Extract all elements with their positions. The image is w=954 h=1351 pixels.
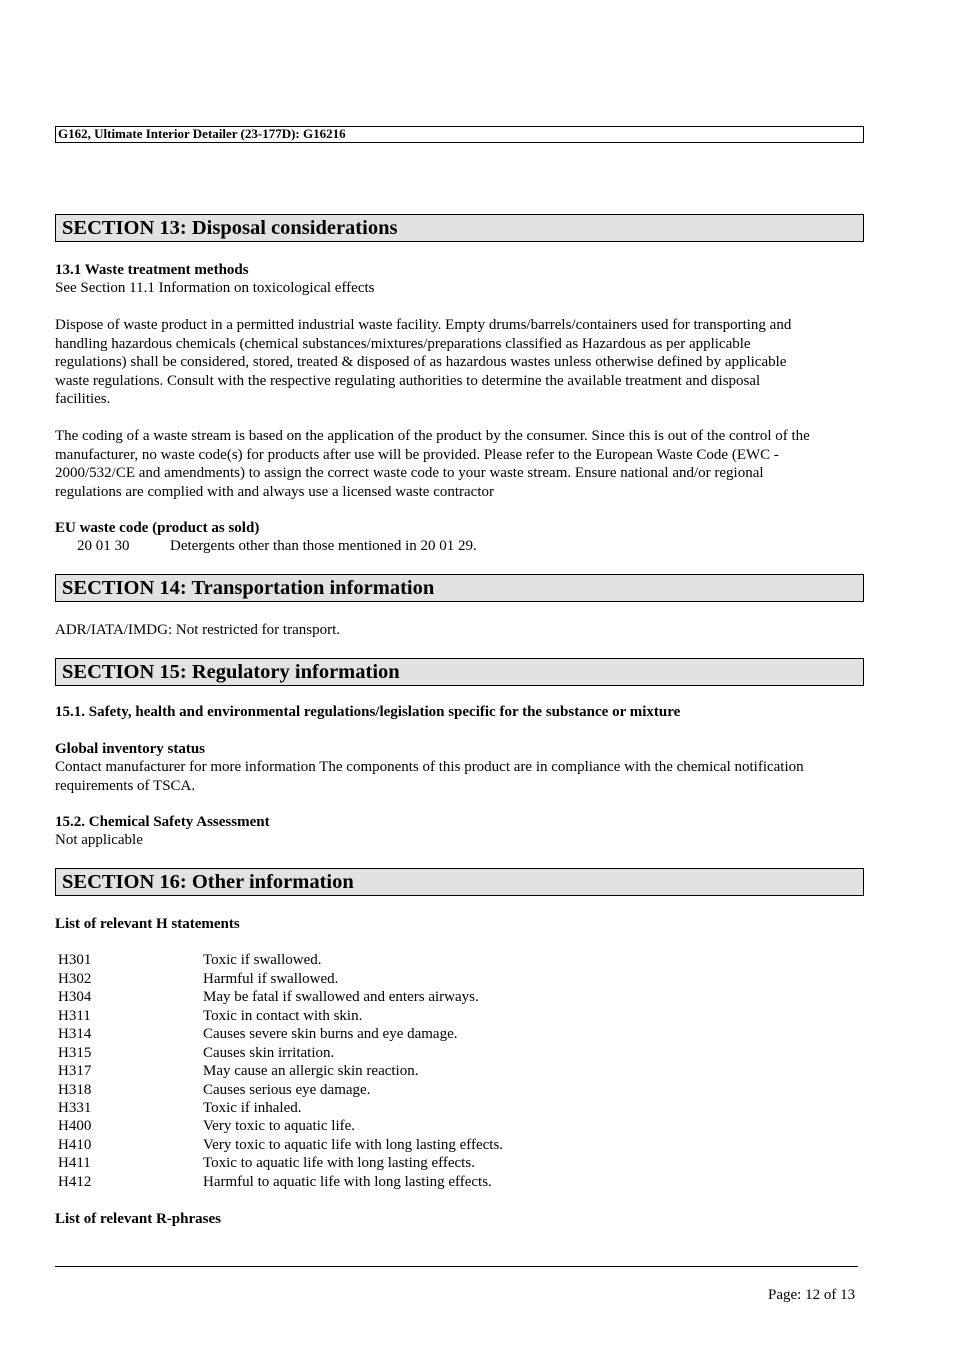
h-statement-code: H412 bbox=[58, 1174, 92, 1190]
transport-text: ADR/IATA/IMDG: Not restricted for transport. bbox=[55, 622, 340, 638]
h-statement-code: H318 bbox=[58, 1082, 92, 1098]
paragraph-line: waste regulations. Consult with the respective regulating authorities to determine the available treatment and disposal bbox=[55, 372, 761, 389]
h-statement-code: H317 bbox=[58, 1063, 92, 1079]
h-statement-text: Very toxic to aquatic life with long lasting effects. bbox=[203, 1137, 504, 1153]
paragraph-line: handling hazardous chemicals (chemical substances/mixtures/preparations classified as Hazardous as per applicable bbox=[55, 335, 751, 352]
waste-treatment-text: See Section 11.1 Information on toxicological effects bbox=[55, 280, 375, 296]
eu-waste-code: 20 01 30 bbox=[77, 538, 130, 554]
h-statement-row bbox=[58, 1136, 758, 1155]
paragraph-line: requirements of TSCA. bbox=[55, 777, 196, 794]
h-statement-code: H302 bbox=[58, 971, 92, 987]
paragraph-line: regulations are complied with and always use a licensed waste contractor bbox=[55, 483, 495, 500]
h-statement-text: Harmful to aquatic life with long lasting effects. bbox=[203, 1174, 492, 1190]
h-statement-code: H311 bbox=[58, 1008, 91, 1024]
h-statement-text: May cause an allergic skin reaction. bbox=[203, 1063, 419, 1079]
h-statements-heading: List of relevant H statements bbox=[55, 916, 240, 932]
global-inventory-text bbox=[55, 758, 867, 795]
document-header: G162, Ultimate Interior Detailer (23-177D): G16216 bbox=[55, 126, 864, 143]
h-statement-text: Toxic in contact with skin. bbox=[203, 1008, 363, 1024]
paragraph-line: regulations) shall be considered, stored, treated & disposed of as hazardous wastes unless otherwise defined by applicable bbox=[55, 354, 787, 370]
h-statement-row bbox=[58, 1081, 758, 1100]
paragraph-line: facilities. bbox=[55, 391, 111, 407]
waste-treatment-heading: 13.1 Waste treatment methods bbox=[55, 262, 249, 278]
page-number: Page: 12 of 13 bbox=[768, 1287, 856, 1303]
paragraph-line: The coding of a waste stream is based on the application of the product by the consumer. Since this is out of the control of the bbox=[55, 428, 810, 444]
h-statement-text: Causes serious eye damage. bbox=[203, 1082, 371, 1098]
h-statement-text: Causes severe skin burns and eye damage. bbox=[203, 1026, 458, 1042]
paragraph-line: manufacturer, no waste code(s) for products after use will be provided. Please refer to the European Waste Code (EWC - bbox=[55, 446, 779, 463]
section-13-heading: SECTION 13: Disposal considerations bbox=[55, 214, 864, 242]
h-statement-text: May be fatal if swallowed and enters airways. bbox=[203, 989, 479, 1005]
chemical-safety-heading: 15.2. Chemical Safety Assessment bbox=[55, 814, 270, 830]
h-statement-code: H314 bbox=[58, 1026, 92, 1042]
paragraph-line: 2000/532/CE and amendments) to assign the correct waste code to your waste stream. Ensure national and/or regional bbox=[55, 465, 764, 481]
eu-waste-code-heading: EU waste code (product as sold) bbox=[55, 520, 260, 536]
h-statement-text: Causes skin irritation. bbox=[203, 1045, 335, 1061]
section-15-heading: SECTION 15: Regulatory information bbox=[55, 658, 864, 686]
h-statement-code: H315 bbox=[58, 1045, 92, 1061]
waste-coding-paragraph bbox=[55, 427, 867, 501]
h-statement-row bbox=[58, 1154, 758, 1173]
global-inventory-heading: Global inventory status bbox=[55, 741, 206, 757]
footer-divider bbox=[55, 1266, 858, 1267]
paragraph-line: Dispose of waste product in a permitted industrial waste facility. Empty drums/barrels/containers used for transporting and bbox=[55, 317, 792, 333]
r-phrases-heading: List of relevant R-phrases bbox=[55, 1211, 221, 1227]
h-statement-row bbox=[58, 1117, 758, 1136]
chemical-safety-text: Not applicable bbox=[55, 832, 143, 848]
h-statement-row bbox=[58, 1025, 758, 1044]
section-16-heading: SECTION 16: Other information bbox=[55, 868, 864, 896]
h-statement-row bbox=[58, 1173, 758, 1192]
h-statement-text: Harmful if swallowed. bbox=[203, 971, 339, 987]
h-statement-code: H410 bbox=[58, 1137, 92, 1153]
h-statement-row bbox=[58, 1007, 758, 1026]
h-statement-row bbox=[58, 970, 758, 989]
h-statement-text: Toxic if swallowed. bbox=[203, 952, 322, 968]
disposal-paragraph bbox=[55, 316, 867, 409]
h-statement-code: H331 bbox=[58, 1100, 92, 1116]
h-statement-text: Toxic if inhaled. bbox=[203, 1100, 302, 1116]
paragraph-line: Contact manufacturer for more information The components of this product are in compliance with the chemical notification bbox=[55, 759, 804, 775]
h-statement-text: Very toxic to aquatic life. bbox=[203, 1118, 356, 1134]
h-statement-row bbox=[58, 1099, 758, 1118]
eu-waste-code-description: Detergents other than those mentioned in 20 01 29. bbox=[170, 538, 477, 554]
regulations-heading: 15.1. Safety, health and environmental regulations/legislation specific for the substance or mixture bbox=[55, 704, 681, 720]
h-statement-code: H301 bbox=[58, 952, 92, 968]
h-statement-row bbox=[58, 1062, 758, 1081]
section-14-heading: SECTION 14: Transportation information bbox=[55, 574, 864, 602]
h-statement-text: Toxic to aquatic life with long lasting effects. bbox=[203, 1155, 475, 1171]
h-statement-row bbox=[58, 1044, 758, 1063]
h-statement-code: H400 bbox=[58, 1118, 92, 1134]
h-statement-code: H304 bbox=[58, 989, 92, 1005]
h-statement-row bbox=[58, 951, 758, 970]
h-statement-row bbox=[58, 988, 758, 1007]
h-statement-code: H411 bbox=[58, 1155, 91, 1171]
